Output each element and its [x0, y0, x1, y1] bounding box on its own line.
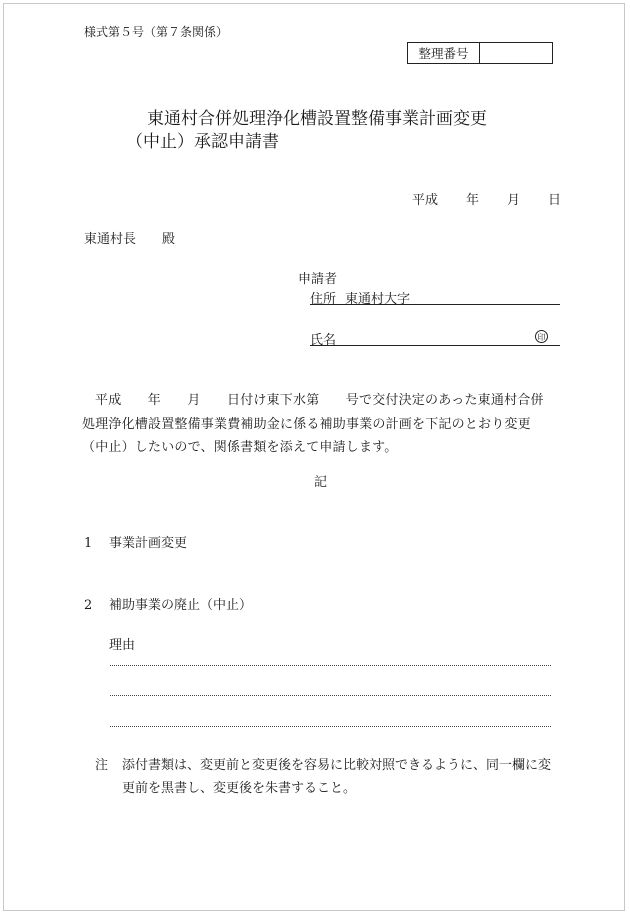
address-value: 東通村大字 [345, 292, 411, 307]
date-month: 月 [507, 193, 521, 208]
seal-icon: 印 [535, 330, 548, 343]
name-label: 氏名 [310, 333, 337, 348]
addressee: 東通村長 殿 [84, 232, 176, 247]
reason-line-2[interactable] [110, 695, 551, 696]
item-label: 事業計画変更 [109, 536, 188, 551]
name-field[interactable] [310, 329, 560, 346]
note-line-1: 添付書類は、変更前と変更後を容易に比較対照できるように、同一欄に変 [122, 758, 552, 773]
item-number: 1 [84, 536, 93, 551]
document-title-line1: 東通村合併処理浄化槽設置整備事業計画変更 [147, 109, 487, 129]
address-field[interactable] [310, 288, 560, 305]
note [95, 754, 551, 800]
address-label: 住所 [310, 292, 337, 307]
application-body [82, 389, 562, 460]
application-date [412, 189, 561, 208]
note-line-2: 更前を黒書し、変更後を朱書すること。 [122, 781, 357, 796]
reason-label: 理由 [109, 638, 136, 653]
item-project-abolition [84, 594, 252, 613]
item-label: 補助事業の廃止（中止） [109, 598, 253, 613]
item-number: 2 [84, 598, 93, 613]
document-page [3, 3, 625, 911]
date-era: 平成 [412, 193, 439, 208]
body-line-3: （中止）したいので、関係書類を添えて申請します。 [82, 440, 398, 455]
body-line-1: 平成 年 月 日付け東下水第 号で交付決定のあった東通村合併 [95, 393, 544, 408]
body-line-2: 処理浄化槽設置整備事業費補助金に係る補助事業の計画を下記のとおり変更 [82, 416, 531, 432]
date-year: 年 [466, 193, 480, 208]
reference-number-field[interactable] [480, 43, 552, 63]
date-day: 日 [548, 193, 562, 208]
reason-line-3[interactable] [110, 726, 551, 727]
document-title-line2: （中止）承認申請書 [126, 132, 279, 152]
note-head: 注 [95, 758, 109, 773]
applicant-label: 申請者 [298, 272, 338, 287]
form-reference: 様式第５号（第７条関係） [84, 25, 229, 39]
reason-line-1[interactable] [110, 665, 551, 666]
reference-number-label: 整理番号 [408, 43, 480, 63]
item-plan-change [84, 532, 187, 551]
ki-heading: 記 [314, 475, 328, 490]
reference-number-box [407, 42, 553, 64]
